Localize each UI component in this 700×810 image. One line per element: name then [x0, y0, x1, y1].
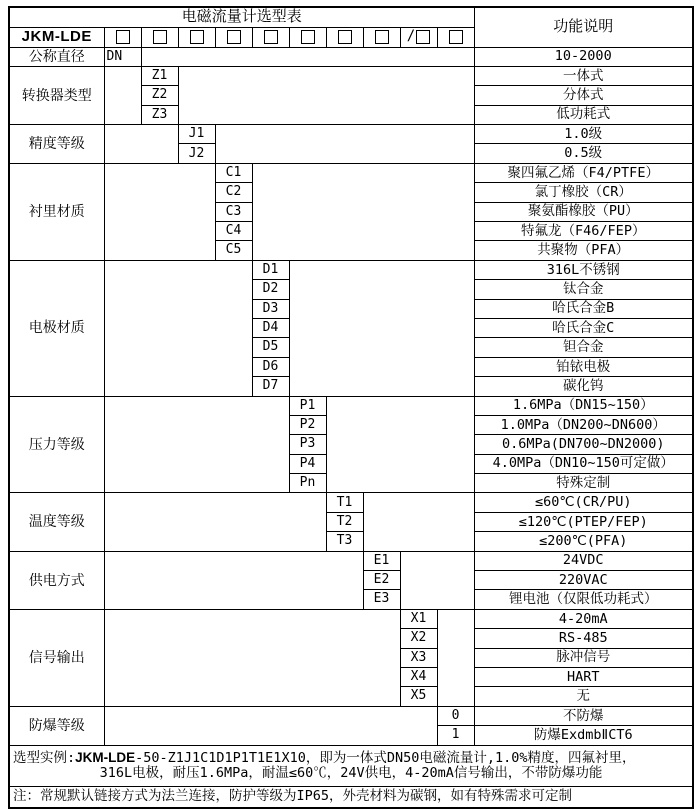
- label-explosion-proof: 防爆等级: [9, 706, 104, 745]
- example-prefix: 选型实例:: [13, 749, 76, 766]
- desc-cell: HART: [474, 668, 693, 687]
- code-cell: X1: [400, 609, 437, 628]
- empty-span: [178, 66, 474, 124]
- empty-span: [104, 163, 215, 260]
- label-signal-output: 信号输出: [9, 609, 104, 706]
- desc-cell: 特氟龙（F46/FEP）: [474, 222, 693, 241]
- code-cell: D4: [252, 318, 289, 337]
- desc-cell: ≤200℃(PFA): [474, 532, 693, 551]
- code-cell: X2: [400, 629, 437, 648]
- desc-cell: 聚四氟乙烯（F4/PTFE）: [474, 163, 693, 182]
- code-cell: 0: [437, 706, 474, 725]
- code-cell: E2: [363, 571, 400, 590]
- desc-cell: 特殊定制: [474, 474, 693, 493]
- empty-span: [215, 125, 474, 164]
- empty-span: [437, 609, 474, 706]
- desc-cell: 无: [474, 687, 693, 706]
- empty-span: [104, 396, 289, 493]
- checkbox-icon[interactable]: [227, 30, 241, 44]
- selection-example: [9, 745, 693, 786]
- label-power-supply: 供电方式: [9, 551, 104, 609]
- desc-cell: 4-20mA: [474, 609, 693, 628]
- empty-span: [363, 493, 474, 551]
- model-code-box-9[interactable]: [400, 27, 437, 47]
- desc-cell: 防爆ExdmbⅡCT6: [474, 726, 693, 745]
- example-line-1: [10, 751, 692, 766]
- page-title: 电磁流量计选型表: [9, 7, 474, 27]
- desc-cell: RS-485: [474, 629, 693, 648]
- label-temperature-rating: 温度等级: [9, 493, 104, 551]
- desc-cell: 24VDC: [474, 551, 693, 570]
- label-nominal-diameter: 公称直径: [9, 47, 104, 66]
- empty-span: [104, 125, 178, 164]
- checkbox-icon[interactable]: [153, 30, 167, 44]
- code-cell: P3: [289, 435, 326, 454]
- desc-cell: ≤60℃(CR/PU): [474, 493, 693, 512]
- desc-cell: 脉冲信号: [474, 648, 693, 667]
- desc-cell: 10-2000: [474, 47, 693, 66]
- code-cell: Pn: [289, 474, 326, 493]
- slash-separator: /: [406, 28, 416, 45]
- code-cell: C5: [215, 241, 252, 260]
- code-cell: C2: [215, 183, 252, 202]
- code-cell: T3: [326, 532, 363, 551]
- desc-cell: 1.0MPa（DN200~DN600）: [474, 415, 693, 434]
- label-electrode-material: 电极材质: [9, 260, 104, 396]
- model-code-box-8[interactable]: [363, 27, 400, 47]
- model-code-box-7[interactable]: [326, 27, 363, 47]
- code-cell: T2: [326, 512, 363, 531]
- empty-span: [104, 551, 363, 609]
- code-cell: C1: [215, 163, 252, 182]
- code-cell: P4: [289, 454, 326, 473]
- selection-table: [8, 6, 694, 809]
- checkbox-icon[interactable]: [338, 30, 352, 44]
- desc-cell: 碳化钨: [474, 377, 693, 396]
- desc-cell: 0.6MPa(DN700~DN2000): [474, 435, 693, 454]
- code-cell: E3: [363, 590, 400, 609]
- desc-cell: 低功耗式: [474, 105, 693, 124]
- label-liner-material: 衬里材质: [9, 163, 104, 260]
- model-code-box-2[interactable]: [141, 27, 178, 47]
- model-code-box-3[interactable]: [178, 27, 215, 47]
- desc-cell: 不防爆: [474, 706, 693, 725]
- desc-cell: 1.6MPa（DN15~150）: [474, 396, 693, 415]
- desc-cell: 共聚物（PFA）: [474, 241, 693, 260]
- desc-cell: 0.5级: [474, 144, 693, 163]
- checkbox-icon[interactable]: [190, 30, 204, 44]
- example-rest: -50-Z1J1C1D1P1T1E1X10，即为一体式DN50电磁流量计,1.0%精度，四氟衬里，: [135, 749, 636, 766]
- code-cell: Z1: [141, 66, 178, 85]
- empty-span: [400, 551, 474, 609]
- example-line-2: 316L电极，耐压1.6MPa，耐温≤60℃，24V供电，4-20mA信号输出，不带防爆功能: [99, 764, 603, 781]
- function-column-header: 功能说明: [474, 7, 693, 47]
- checkbox-icon[interactable]: [449, 30, 463, 44]
- code-cell: D6: [252, 357, 289, 376]
- empty-span: [104, 609, 400, 706]
- code-cell: J2: [178, 144, 215, 163]
- code-cell: X4: [400, 668, 437, 687]
- desc-cell: ≤120℃(PTEP/FEP): [474, 512, 693, 531]
- label-pressure-rating: 压力等级: [9, 396, 104, 493]
- desc-cell: 一体式: [474, 66, 693, 85]
- empty-span: [104, 260, 252, 396]
- code-cell: J1: [178, 125, 215, 144]
- empty-span: [104, 706, 437, 745]
- code-cell: DN: [104, 47, 141, 66]
- desc-cell: 220VAC: [474, 571, 693, 590]
- empty-span: [252, 163, 474, 260]
- code-cell: P1: [289, 396, 326, 415]
- code-cell: E1: [363, 551, 400, 570]
- checkbox-icon[interactable]: [301, 30, 315, 44]
- code-cell: Z3: [141, 105, 178, 124]
- code-cell: D2: [252, 280, 289, 299]
- code-cell: Z2: [141, 86, 178, 105]
- desc-cell: 分体式: [474, 86, 693, 105]
- desc-cell: 铂铱电极: [474, 357, 693, 376]
- label-converter-type: 转换器类型: [9, 66, 104, 124]
- model-code-box-5[interactable]: [252, 27, 289, 47]
- code-cell: C3: [215, 202, 252, 221]
- label-accuracy-class: 精度等级: [9, 125, 104, 164]
- desc-cell: 1.0级: [474, 125, 693, 144]
- desc-cell: 钽合金: [474, 338, 693, 357]
- default-config-note: 注：常规默认链接方式为法兰连接，防护等级为IP65，外壳材料为碳钢，如有特殊需求可定制: [9, 786, 693, 808]
- checkbox-icon[interactable]: [264, 30, 278, 44]
- code-cell: D1: [252, 260, 289, 279]
- model-code-box-10[interactable]: [437, 27, 474, 47]
- code-cell: C4: [215, 222, 252, 241]
- code-cell: D3: [252, 299, 289, 318]
- example-model-code: JKM-LDE: [75, 749, 136, 765]
- empty-span: [289, 260, 474, 396]
- code-cell: 1: [437, 726, 474, 745]
- code-cell: X5: [400, 687, 437, 706]
- desc-cell: 钛合金: [474, 280, 693, 299]
- model-code-box-6[interactable]: [289, 27, 326, 47]
- desc-cell: 哈氏合金B: [474, 299, 693, 318]
- code-cell: P2: [289, 415, 326, 434]
- empty-span: [104, 66, 141, 124]
- desc-cell: 锂电池（仅限低功耗式）: [474, 590, 693, 609]
- code-cell: D5: [252, 338, 289, 357]
- model-code-box-4[interactable]: [215, 27, 252, 47]
- checkbox-icon[interactable]: [116, 30, 130, 44]
- checkbox-icon[interactable]: [375, 30, 389, 44]
- checkbox-icon[interactable]: [416, 30, 430, 44]
- model-code-box-1[interactable]: [104, 27, 141, 47]
- empty-span: [326, 396, 474, 493]
- code-cell: D7: [252, 377, 289, 396]
- model-prefix: JKM-LDE: [9, 27, 104, 47]
- desc-cell: 316L不锈钢: [474, 260, 693, 279]
- empty-span: [141, 47, 474, 66]
- desc-cell: 聚氨酯橡胶（PU）: [474, 202, 693, 221]
- desc-cell: 4.0MPa（DN10~150可定做）: [474, 454, 693, 473]
- desc-cell: 氯丁橡胶（CR）: [474, 183, 693, 202]
- code-cell: X3: [400, 648, 437, 667]
- desc-cell: 哈氏合金C: [474, 318, 693, 337]
- code-cell: T1: [326, 493, 363, 512]
- empty-span: [104, 493, 326, 551]
